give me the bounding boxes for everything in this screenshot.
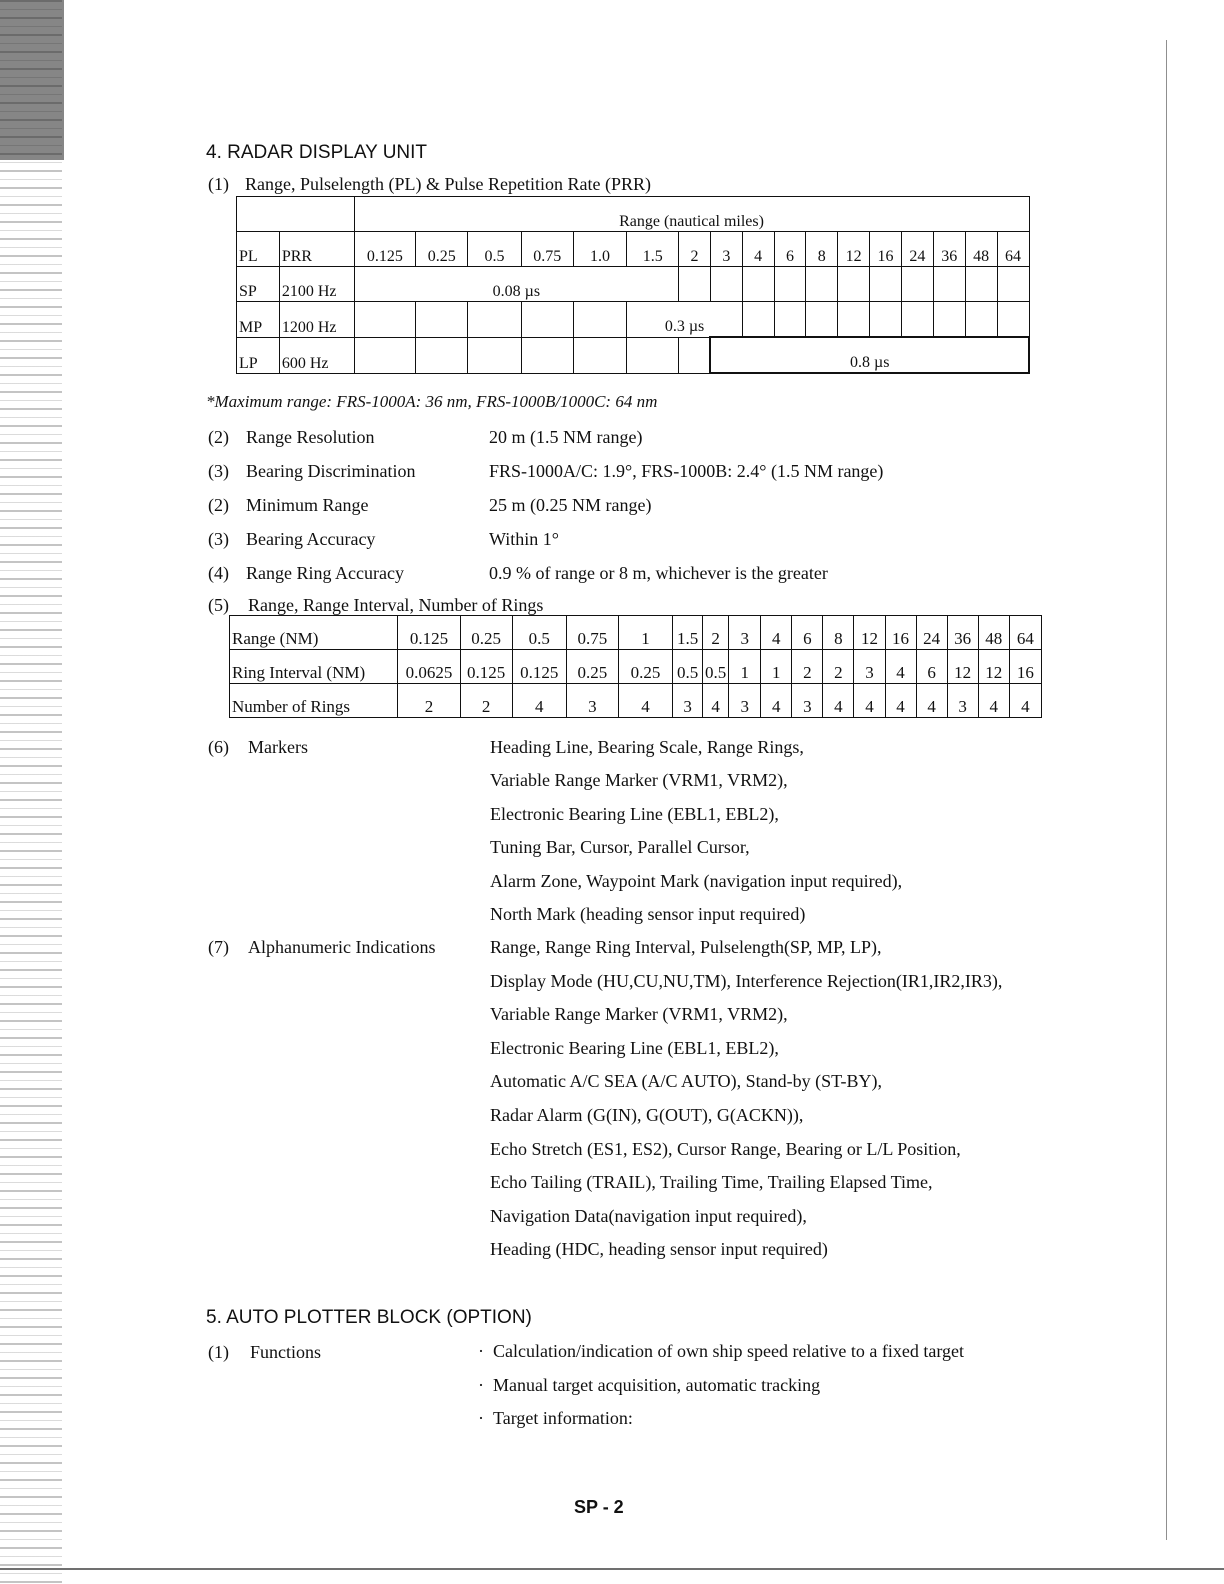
rings-row-label: Number of Rings bbox=[230, 684, 398, 718]
interval-cell: 6 bbox=[916, 650, 947, 684]
spec-value: FRS-1000A/C: 1.9°, FRS-1000B: 2.4° (1.5 NM range) bbox=[489, 461, 884, 481]
scan-right-line bbox=[1166, 40, 1167, 1540]
range-col-header: 0.25 bbox=[416, 232, 468, 267]
rings-cell: 3 bbox=[566, 684, 618, 718]
rings-cell: 4 bbox=[703, 684, 729, 718]
spec-number: (4) bbox=[208, 563, 229, 583]
range-col-header: 1.5 bbox=[627, 232, 679, 267]
ring-table bbox=[229, 615, 1042, 718]
range-cell: 16 bbox=[885, 616, 916, 650]
scan-corner-artifact bbox=[0, 0, 64, 160]
spec-value: Within 1° bbox=[489, 529, 559, 549]
spec-number: (2) bbox=[208, 427, 229, 447]
spec-label: Minimum Range bbox=[246, 495, 369, 515]
interval-cell: 1 bbox=[729, 650, 761, 684]
pl-header: PL bbox=[237, 232, 280, 267]
range-cell: 36 bbox=[947, 616, 978, 650]
indication-line: Automatic A/C SEA (A/C AUTO), Stand-by (ST-BY), bbox=[490, 1071, 883, 1092]
marker-line: Tuning Bar, Cursor, Parallel Cursor, bbox=[490, 837, 750, 858]
interval-cell: 2 bbox=[792, 650, 823, 684]
marker-line: Heading Line, Bearing Scale, Range Rings, bbox=[490, 737, 804, 757]
spec-value: 25 m (0.25 NM range) bbox=[489, 495, 652, 515]
interval-cell: 0.25 bbox=[566, 650, 618, 684]
interval-cell: 0.125 bbox=[512, 650, 566, 684]
item-6-label: Markers bbox=[248, 737, 308, 757]
rings-cell: 3 bbox=[673, 684, 703, 718]
interval-cell: 4 bbox=[885, 650, 916, 684]
table1-corner bbox=[237, 197, 355, 232]
page-number: SP - 2 bbox=[574, 1497, 624, 1517]
interval-cell: 0.0625 bbox=[398, 650, 460, 684]
range-cell: 6 bbox=[792, 616, 823, 650]
rings-cell: 4 bbox=[618, 684, 672, 718]
functions-label: Functions bbox=[250, 1342, 322, 1362]
range-row-label: Range (NM) bbox=[230, 616, 398, 650]
range-col-header: 48 bbox=[965, 232, 997, 267]
spec-number: (3) bbox=[208, 529, 229, 549]
bullet-dot: · bbox=[478, 1341, 484, 1361]
range-cell: 0.75 bbox=[566, 616, 618, 650]
range-cell: 0.125 bbox=[398, 616, 460, 650]
range-cell: 0.5 bbox=[512, 616, 566, 650]
prr-lp: 600 Hz bbox=[279, 337, 354, 373]
range-col-header: 8 bbox=[806, 232, 838, 267]
item-1-label: Range, Pulselength (PL) & Pulse Repetition Rate (PRR) bbox=[245, 174, 651, 194]
item-7-label: Alphanumeric Indications bbox=[248, 937, 436, 957]
pulse-table bbox=[236, 196, 1030, 374]
interval-cell: 12 bbox=[947, 650, 978, 684]
range-col-header: 1.0 bbox=[573, 232, 627, 267]
marker-line: Alarm Zone, Waypoint Mark (navigation input required), bbox=[490, 870, 903, 891]
spec-label: Range Ring Accuracy bbox=[246, 563, 404, 583]
range-col-header: 2 bbox=[679, 232, 711, 267]
interval-cell: 16 bbox=[1009, 650, 1041, 684]
rings-cell: 4 bbox=[761, 684, 792, 718]
function-item: Calculation/indication of own ship speed relative to a fixed target bbox=[493, 1341, 965, 1361]
range-cell: 3 bbox=[729, 616, 761, 650]
rings-cell: 4 bbox=[854, 684, 885, 718]
range-col-header: 16 bbox=[870, 232, 902, 267]
spec-label: Bearing Accuracy bbox=[246, 529, 376, 549]
functions-number: (1) bbox=[208, 1342, 229, 1362]
function-item: Target information: bbox=[493, 1408, 633, 1428]
range-col-header: 36 bbox=[933, 232, 965, 267]
interval-row-label: Ring Interval (NM) bbox=[230, 650, 398, 684]
indication-line: Echo Tailing (TRAIL), Trailing Time, Trailing Elapsed Time, bbox=[490, 1172, 933, 1193]
bullet-dot: · bbox=[478, 1374, 484, 1395]
spec-value: 20 m (1.5 NM range) bbox=[489, 427, 643, 447]
interval-cell: 2 bbox=[823, 650, 854, 684]
rings-cell: 4 bbox=[1009, 684, 1041, 718]
range-col-header: 0.125 bbox=[354, 232, 416, 267]
prr-header: PRR bbox=[279, 232, 354, 267]
rings-cell: 4 bbox=[916, 684, 947, 718]
range-cell: 1.5 bbox=[673, 616, 703, 650]
pl-lp: LP bbox=[237, 337, 280, 373]
range-cell: 24 bbox=[916, 616, 947, 650]
range-header: Range (nautical miles) bbox=[354, 197, 1029, 232]
rings-cell: 3 bbox=[792, 684, 823, 718]
range-cell: 8 bbox=[823, 616, 854, 650]
sp-pulse-value: 0.08 µs bbox=[354, 267, 679, 302]
item-7-number: (7) bbox=[208, 937, 229, 957]
range-col-header: 24 bbox=[901, 232, 933, 267]
rings-cell: 4 bbox=[978, 684, 1009, 718]
marker-line: Variable Range Marker (VRM1, VRM2), bbox=[490, 770, 788, 791]
range-col-header: 12 bbox=[838, 232, 870, 267]
indication-line: Echo Stretch (ES1, ES2), Cursor Range, Bearing or L/L Position, bbox=[490, 1138, 961, 1159]
rings-cell: 2 bbox=[460, 684, 512, 718]
mp-pulse-value: 0.3 µs bbox=[627, 302, 742, 338]
interval-cell: 12 bbox=[978, 650, 1009, 684]
range-cell: 2 bbox=[703, 616, 729, 650]
section-5-title: 5. AUTO PLOTTER BLOCK (OPTION) bbox=[206, 1307, 532, 1328]
indication-line: Electronic Bearing Line (EBL1, EBL2), bbox=[490, 1037, 779, 1058]
range-col-header: 6 bbox=[774, 232, 806, 267]
prr-mp: 1200 Hz bbox=[279, 302, 354, 338]
pl-mp: MP bbox=[237, 302, 280, 338]
interval-cell: 0.25 bbox=[618, 650, 672, 684]
range-cell: 48 bbox=[978, 616, 1009, 650]
scan-edge-artifact bbox=[0, 0, 62, 1584]
item-1-number: (1) bbox=[208, 174, 229, 194]
rings-cell: 4 bbox=[823, 684, 854, 718]
indication-line: Navigation Data(navigation input required), bbox=[490, 1205, 807, 1226]
range-cell: 0.25 bbox=[460, 616, 512, 650]
range-col-header: 3 bbox=[710, 232, 742, 267]
marker-line: North Mark (heading sensor input required) bbox=[490, 904, 806, 924]
rings-cell: 3 bbox=[947, 684, 978, 718]
marker-line: Electronic Bearing Line (EBL1, EBL2), bbox=[490, 803, 779, 824]
item-6-number: (6) bbox=[208, 737, 229, 757]
rings-cell: 4 bbox=[512, 684, 566, 718]
pl-sp: SP bbox=[237, 267, 280, 302]
bullet-dot: · bbox=[478, 1408, 484, 1428]
range-cell: 64 bbox=[1009, 616, 1041, 650]
rings-cell: 4 bbox=[885, 684, 916, 718]
range-col-header: 4 bbox=[742, 232, 774, 267]
item-5-number: (5) bbox=[208, 595, 229, 615]
spec-number: (3) bbox=[208, 461, 229, 481]
interval-cell: 0.125 bbox=[460, 650, 512, 684]
lp-pulse-value: 0.8 µs bbox=[710, 337, 1029, 373]
section-4-title: 4. RADAR DISPLAY UNIT bbox=[206, 142, 428, 163]
indication-line: Variable Range Marker (VRM1, VRM2), bbox=[490, 1004, 788, 1025]
range-cell: 4 bbox=[761, 616, 792, 650]
item-5-label: Range, Range Interval, Number of Rings bbox=[248, 595, 544, 615]
range-cell: 12 bbox=[854, 616, 885, 650]
spec-label: Range Resolution bbox=[246, 427, 375, 447]
function-item: Manual target acquisition, automatic tracking bbox=[493, 1374, 821, 1395]
scan-bottom-line bbox=[0, 1568, 1224, 1570]
interval-cell: 1 bbox=[761, 650, 792, 684]
spec-value: 0.9 % of range or 8 m, whichever is the greater bbox=[489, 563, 828, 583]
interval-cell: 0.5 bbox=[703, 650, 729, 684]
rings-cell: 2 bbox=[398, 684, 460, 718]
indication-line: Range, Range Ring Interval, Pulselength(SP, MP, LP), bbox=[490, 937, 882, 957]
max-range-note: *Maximum range: FRS-1000A: 36 nm, FRS-1000B/1000C: 64 nm bbox=[206, 392, 658, 411]
indication-line: Heading (HDC, heading sensor input required) bbox=[490, 1239, 828, 1260]
indication-line: Radar Alarm (G(IN), G(OUT), G(ACKN)), bbox=[490, 1105, 804, 1125]
spec-label: Bearing Discrimination bbox=[246, 461, 416, 481]
rings-cell: 3 bbox=[729, 684, 761, 718]
range-col-header: 0.5 bbox=[468, 232, 522, 267]
range-col-header: 0.75 bbox=[521, 232, 573, 267]
indication-line: Display Mode (HU,CU,NU,TM), Interference Rejection(IR1,IR2,IR3), bbox=[490, 970, 1003, 991]
spec-number: (2) bbox=[208, 495, 229, 515]
range-col-header: 64 bbox=[997, 232, 1029, 267]
prr-sp: 2100 Hz bbox=[279, 267, 354, 302]
interval-cell: 3 bbox=[854, 650, 885, 684]
interval-cell: 0.5 bbox=[673, 650, 703, 684]
range-cell: 1 bbox=[618, 616, 672, 650]
